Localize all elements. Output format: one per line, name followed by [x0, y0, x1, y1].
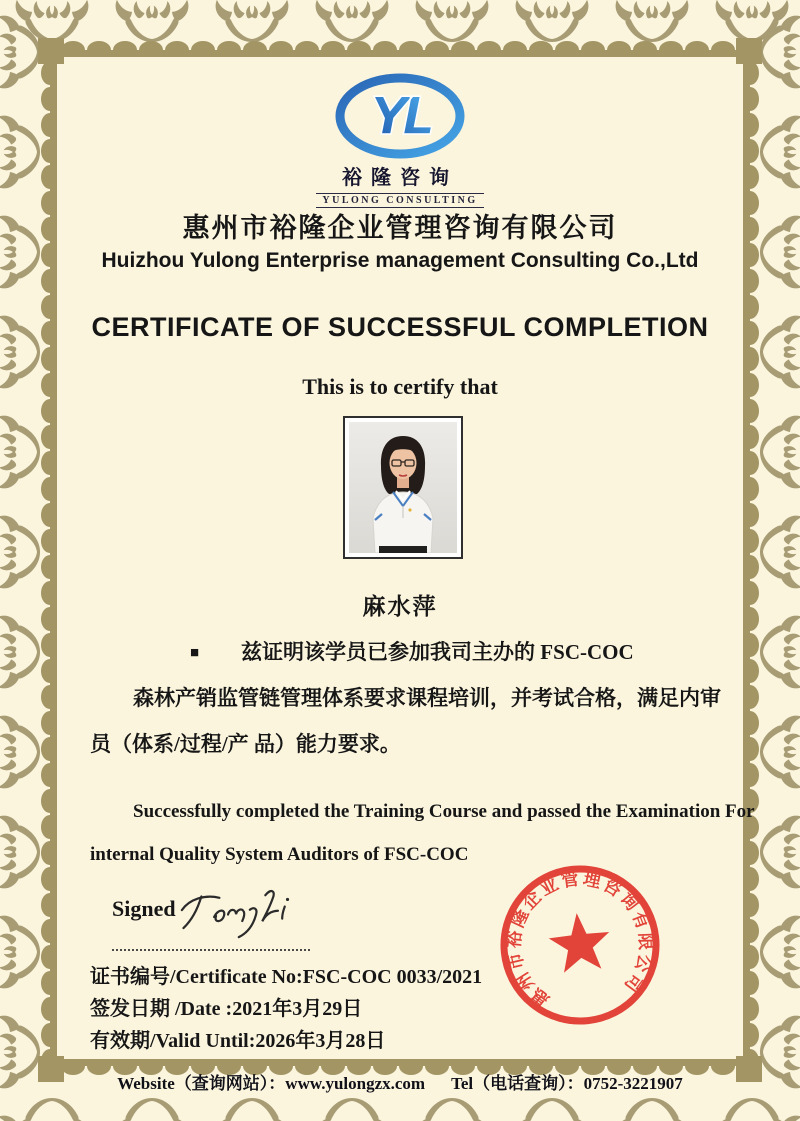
company-logo: [0, 72, 800, 208]
website-label: Website（查询网站）：: [117, 1074, 286, 1093]
certificate-title: CERTIFICATE OF SUCCESSFUL COMPLETION: [91, 312, 709, 342]
certificate-no-value: FSC-COC 0033/2021: [302, 966, 483, 988]
tel-number: 0752-3221907: [583, 1074, 683, 1093]
signed-label: Signed: [112, 896, 176, 921]
valid-until-label: 有效期/Valid Until:: [90, 1030, 256, 1052]
body-cn-line3: 员（体系/过程/产 品）能力要求。: [90, 732, 401, 756]
footer-contact: [0, 1069, 800, 1094]
body-cn-line1-text: 兹证明该学员已参加我司主办的 FSC-COC: [241, 640, 634, 664]
detail-issue-date: [90, 993, 482, 1025]
trainee-photo: [343, 416, 463, 559]
issue-date-label: 签发日期 /Date :: [90, 998, 233, 1020]
square-bullet-icon: ■: [190, 645, 200, 661]
signature-script: [167, 881, 319, 946]
valid-until-value: 2026年3月28日: [255, 1030, 386, 1052]
signature-line: [112, 949, 310, 951]
detail-valid-until: [90, 1025, 482, 1057]
body-cn-line2: 森林产销监管链管理体系要求课程培训，并考试合格，满足内审: [133, 686, 721, 710]
tel-label: Tel（电话查询）：: [451, 1074, 584, 1093]
company-name-chinese: 惠州市裕隆企业管理咨询有限公司: [182, 213, 618, 243]
logo-name-cn: 裕隆咨询: [342, 167, 458, 189]
stamp-company-text: 惠州市裕隆企业管理咨询有限公司: [503, 868, 657, 1011]
body-cn-line1: [190, 636, 634, 666]
svg-text:YL: YL: [370, 87, 430, 147]
company-seal-stamp: [498, 863, 662, 1027]
yulong-logo-icon: [315, 72, 485, 160]
body-en-line2: internal Quality System Auditors of FSC-COC: [90, 844, 469, 865]
portrait-image: [349, 422, 457, 553]
logo-name-en: YULONG CONSULTING: [316, 193, 483, 208]
certificate-no-label: 证书编号/Certificate No:: [90, 966, 303, 988]
body-en-line1: Successfully completed the Training Course and passed the Examination For: [133, 801, 755, 822]
detail-certificate-no: [90, 961, 482, 993]
company-name-english: Huizhou Yulong Enterprise management Consulting Co.,Ltd: [101, 249, 699, 272]
trainee-name: 麻水萍: [362, 594, 438, 619]
website-url: www.yulongzx.com: [285, 1074, 426, 1093]
certificate-details: [90, 961, 482, 1057]
certify-statement: This is to certify that: [302, 374, 498, 399]
issue-date-value: 2021年3月29日: [232, 998, 363, 1020]
